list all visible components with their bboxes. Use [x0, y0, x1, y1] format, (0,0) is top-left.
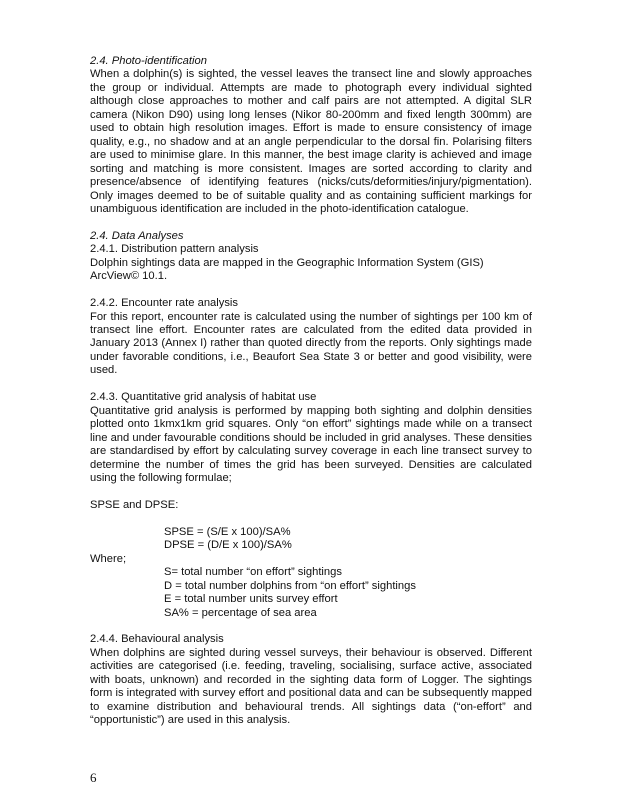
paragraph-encounter-rate: For this report, encounter rate is calculated using the number of sightings per 100 km of transect line effort. Encounter rates are calculated from the edited data provided in January 2013 (Annex I) rather than quoted directly from the reports. Only sightings made under favorable conditions, i.e., Beaufort Sea State 3 or better and good visibility, were used.: [90, 310, 532, 377]
paragraph-distribution-pattern: Dolphin sightings data are mapped in the Geographic Information System (GIS) ArcView© 10.1.: [90, 256, 484, 283]
paragraph-photo-identification: When a dolphin(s) is sighted, the vessel leaves the transect line and slowly approaches the group or individual. Attempts are made to photograph every individual sighted although close approaches to mother and calf pairs are not attempted. A digital SLR camera (Nikon D90) using long lenses (Nikor 80-200mm and fixed length 300mm) are used to obtain high resolution images. Effort is made to ensure consistency of image quality, e.g., no shadow and at an angle perpendicular to the dorsal fin. Polarising filters are used to minimise glare. In this manner, the best image clarity is achieved and image sorting and matching is more consistent. Images are sorted according to clarity and presence/absence of identifying features (nicks/cuts/deformities/injury/pigmentation). Only images deemed to be of suitable quality and as containing sufficient markings for unambiguous identification are included in the photo-identification catalogue.: [90, 68, 532, 215]
paragraph-grid-analysis: Quantitative grid analysis is performed by mapping both sighting and dolphin densities plotted onto 1kmx1km grid squares. Only “on effort” sightings made while on a transect line and under favourable conditions should be included in grid analyses. These densities are standardised by effort by calculating survey coverage in each line transect survey to determine the number of times the grid has been surveyed. Densities are calculated using the following formulae;: [90, 404, 532, 484]
spacer: [90, 378, 532, 391]
subheading-grid-analysis: 2.4.3. Quantitative grid analysis of habitat use: [90, 391, 317, 404]
formula-spse: SPSE = (S/E x 100)/SA%: [164, 525, 291, 538]
section-heading-photo-identification: 2.4. Photo-identification: [90, 55, 207, 67]
spacer: [90, 485, 532, 498]
definition-e: E = total number units survey effort: [164, 593, 338, 606]
paragraph-behavioural-analysis: When dolphins are sighted during vessel surveys, their behaviour is observed. Different activities are categorised (i.e. feeding, traveling, socialising, surface active, associated with boats, unknown) and recorded in the sighting data form of Logger. The sightings form is integrated with survey effort and positional data and can be subsequently mapped to examine distribution and behavioural trends. All sightings data (“on-effort” and “opportunistic”) are used in this analysis.: [90, 646, 532, 727]
subheading-behavioural-analysis: 2.4.4. Behavioural analysis: [90, 633, 224, 646]
definition-sa: SA% = percentage of sea area: [164, 606, 317, 619]
subheading-distribution-pattern: 2.4.1. Distribution pattern analysis: [90, 243, 259, 256]
spacer: [90, 284, 532, 297]
definition-d: D = total number dolphins from “on effort” sightings: [164, 579, 416, 592]
formula-intro: SPSE and DPSE:: [90, 498, 179, 511]
section-heading-data-analyses: 2.4. Data Analyses: [90, 229, 184, 242]
definition-s: S= total number “on effort” sightings: [164, 566, 342, 579]
formula-dpse: DPSE = (D/E x 100)/SA%: [164, 539, 292, 552]
spacer: [90, 512, 532, 525]
page-content: [90, 55, 532, 728]
subheading-encounter-rate: 2.4.2. Encounter rate analysis: [90, 297, 239, 310]
page-number: 6: [90, 770, 97, 785]
spacer: [90, 216, 532, 229]
where-label: Where;: [90, 552, 127, 565]
spacer: [90, 620, 532, 633]
